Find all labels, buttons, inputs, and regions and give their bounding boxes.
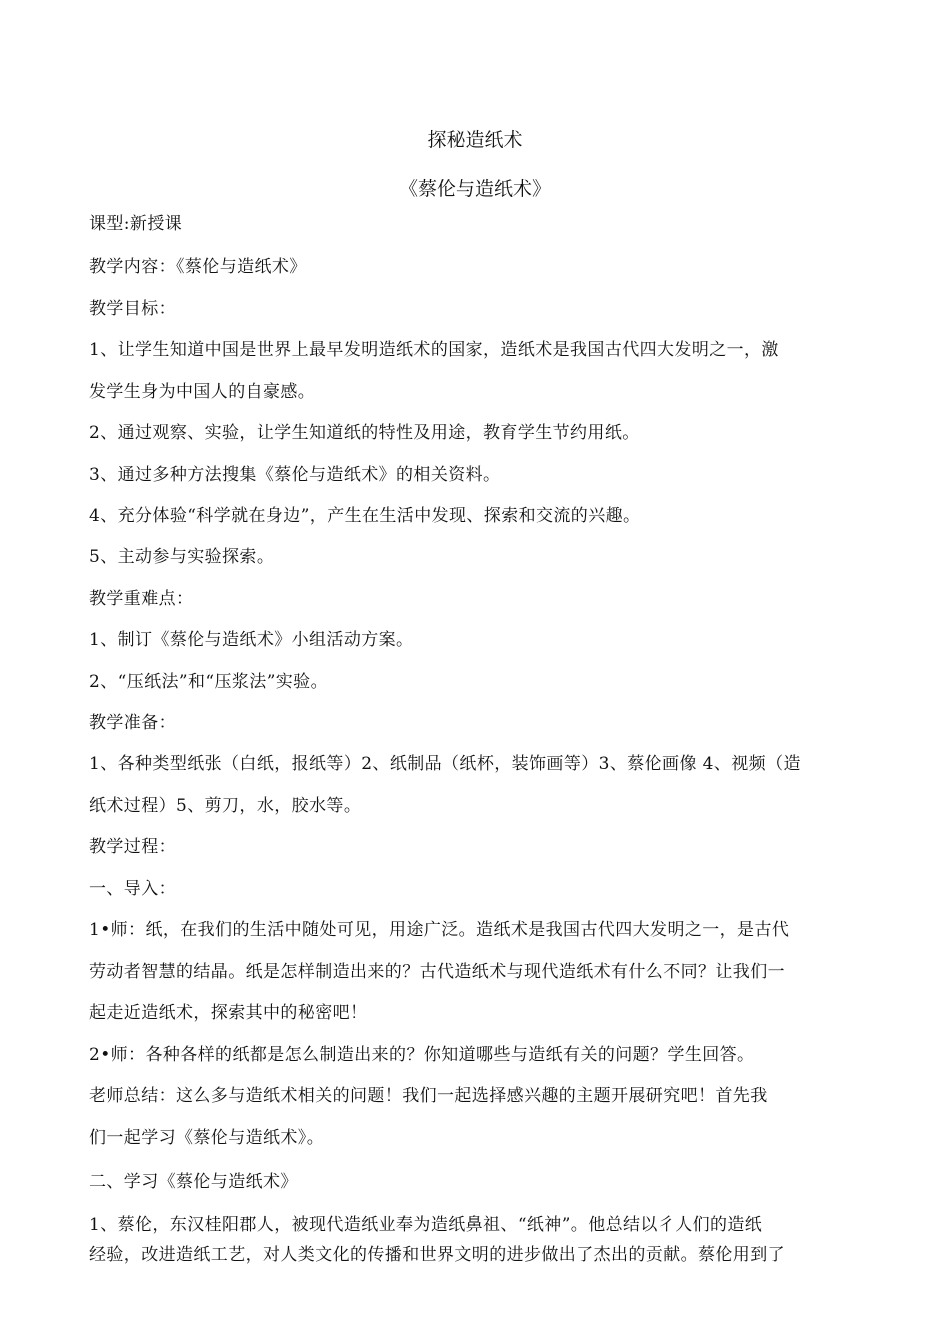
paragraph-line: 2、“压纸法”和“压浆法”实验。 [89, 672, 328, 692]
document-subtitle: 《蔡伦与造纸术》 [398, 178, 551, 200]
paragraph-line: 1、各种类型纸张（白纸，报纸等）2、纸制品（纸杯，装饰画等）3、蔡伦画像 4、视频（造 [89, 754, 801, 774]
paragraph-line: 经验，改进造纸工艺，对人类文化的传播和世界文明的进步做出了杰出的贡献。蔡伦用到了 [89, 1245, 785, 1265]
section-heading: 教学准备： [89, 713, 176, 733]
section-heading: 教学目标： [89, 299, 176, 319]
paragraph-line: 纸术过程）5、剪刀，水，胶水等。 [89, 796, 362, 816]
paragraph-line: 2、通过观察、实验，让学生知道纸的特性及用途，教育学生节约用纸。 [89, 423, 640, 443]
paragraph-line: 们一起学习《蔡伦与造纸术》。 [89, 1128, 325, 1148]
section-heading: 一、导入： [89, 879, 176, 899]
paragraph-line: 起走近造纸术，探索其中的秘密吧！ [89, 1003, 368, 1023]
paragraph-line: 1、制订《蔡伦与造纸术》小组活动方案。 [89, 630, 414, 650]
paragraph-line: 劳动者智慧的结晶。纸是怎样制造出来的？古代造纸术与现代造纸术有什么不同？让我们一 [89, 962, 785, 982]
paragraph-line: 3、通过多种方法搜集《蔡伦与造纸术》的相关资料。 [89, 465, 501, 485]
paragraph-line: 老师总结：这么多与造纸术相关的问题！我们一起选择感兴趣的主题开展研究吧！首先我 [89, 1086, 768, 1106]
paragraph-line: 1、让学生知道中国是世界上最早发明造纸术的国家，造纸术是我国古代四大发明之一，激 [89, 340, 779, 360]
paragraph-line: 课型:新授课 [89, 214, 183, 234]
section-heading: 教学重难点： [89, 589, 194, 609]
section-heading: 二、学习《蔡伦与造纸术》 [89, 1172, 298, 1192]
paragraph-line: 4、充分体验“科学就在身边”，产生在生活中发现、探索和交流的兴趣。 [89, 506, 641, 526]
section-heading: 教学过程： [89, 837, 176, 857]
paragraph-line: 2•师：各种各样的纸都是怎么制造出来的？你知道哪些与造纸有关的问题？学生回答。 [89, 1045, 755, 1065]
paragraph-line: 教学内容：《蔡伦与造纸术》 [89, 257, 307, 277]
document-title: 探秘造纸术 [427, 129, 523, 151]
paragraph-line: 1、蔡伦，东汉桂阳郡人，被现代造纸业奉为造纸鼻祖、“纸神”。他总结以彳人们的造纸 [89, 1215, 763, 1235]
paragraph-line: 发学生身为中国人的自豪感。 [89, 382, 316, 402]
paragraph-line: 5、主动参与实验探索。 [89, 547, 275, 567]
paragraph-line: 1•师：纸，在我们的生活中随处可见，用途广泛。造纸术是我国古代四大发明之一，是古代 [89, 920, 790, 940]
